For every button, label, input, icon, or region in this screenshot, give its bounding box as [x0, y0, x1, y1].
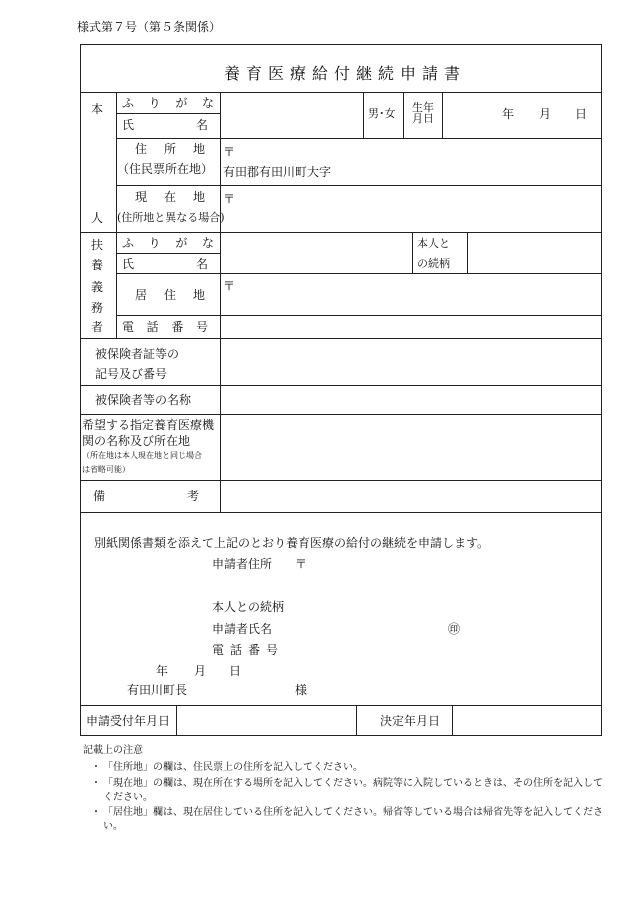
label-char: 番 — [171, 320, 184, 334]
institution-label-1: 希望する指定養育医療機 — [82, 418, 215, 432]
current-field[interactable] — [221, 186, 601, 231]
section-fuyo-char: 扶 — [91, 238, 104, 252]
label-char: 地 — [192, 142, 205, 156]
rule — [116, 253, 220, 254]
form-number: 様式第７号（第５条関係） — [77, 20, 222, 34]
label-char: 話 — [229, 643, 242, 657]
section-fuyo-char: 養 — [91, 258, 104, 272]
current-label — [135, 191, 205, 203]
relation-field[interactable] — [468, 233, 601, 272]
address-label — [135, 143, 205, 155]
declaration-text: 別紙関係書類を添えて上記のとおり養育医療の給付の継続を申請します。 — [94, 536, 490, 550]
label-char: 備 — [93, 489, 106, 503]
applicant-relation-label: 本人との続柄 — [212, 600, 285, 614]
label-char: が — [175, 236, 188, 250]
insurance-name-label: 被保険者等の名称 — [95, 393, 192, 407]
honnin-name-field[interactable] — [221, 93, 362, 137]
notes-heading: 記載上の注意 — [83, 745, 143, 756]
label-char: な — [201, 236, 214, 250]
label-char: 住 — [135, 142, 148, 156]
remarks-field[interactable] — [221, 481, 601, 511]
fuyo-furigana-label — [122, 237, 214, 249]
date-day-unit: 日 — [229, 664, 242, 678]
institution-field[interactable] — [221, 415, 601, 479]
label-char: 所 — [163, 142, 176, 156]
received-date-field[interactable] — [177, 706, 355, 735]
honnin-furigana-label — [122, 97, 214, 109]
note-text: ください。 — [103, 792, 153, 803]
label-char: り — [148, 236, 161, 250]
section-honnin-char: 本 — [91, 102, 104, 116]
institution-label-2: 関の名称及び所在地 — [82, 434, 191, 448]
gender-select[interactable]: 男･女 — [368, 107, 396, 120]
institution-note-1: （所在地は本人現在地と同じ場合 — [82, 451, 202, 460]
label-char: 住 — [163, 288, 176, 302]
applicant-phone-label — [212, 644, 278, 656]
section-fuyo-char: 義 — [91, 280, 104, 294]
insurance-card-label-2: 記号及び番号 — [95, 367, 168, 381]
label-char: 居 — [135, 288, 148, 302]
label-char: 番 — [247, 643, 260, 657]
relation-label-2: の続柄 — [417, 257, 450, 270]
label-char: 地 — [192, 190, 205, 204]
birth-year-unit: 年 — [502, 107, 515, 121]
decision-date-field[interactable] — [453, 706, 601, 735]
birth-day-unit: 日 — [575, 107, 588, 121]
note-bullet: ・ — [91, 807, 101, 818]
insurance-name-field[interactable] — [221, 386, 601, 413]
institution-note-2: は省略可能） — [82, 465, 130, 474]
addressee: 有田川町長 — [127, 683, 188, 697]
note-text: 「住所地」の欄は、住民票上の住所を記入してください。 — [103, 762, 363, 773]
section-honnin-char: 人 — [91, 211, 104, 225]
date-month-unit: 月 — [194, 664, 207, 678]
label-char: 話 — [146, 320, 159, 334]
section-fuyo-char: 務 — [91, 301, 104, 315]
applicant-postal-mark: 〒 — [295, 557, 308, 571]
fuyo-name-label — [122, 258, 208, 270]
relation-label-1: 本人と — [417, 237, 450, 250]
decision-date-label: 決定年月日 — [380, 714, 441, 728]
fuyo-name-field[interactable] — [221, 233, 411, 272]
insurance-card-field[interactable] — [221, 339, 601, 384]
note-bullet: ・ — [91, 778, 101, 789]
form-title: 養育医療給付継続申請書 — [224, 64, 467, 83]
label-char: ふ — [122, 96, 135, 110]
birth-label-1: 生年 — [412, 101, 434, 114]
date-year-unit: 年 — [156, 664, 169, 678]
note-text: 「居住地」欄は、現在居住している住所を記入してください。帰省等している場合は帰省先等を記入してくださ — [103, 807, 603, 818]
label-char: 電 — [122, 320, 135, 334]
note-text: 「現在地」の欄は、現在所在する場所を記入してください。病院等に入院しているときは、その住所を記入して — [103, 778, 603, 789]
rule — [80, 512, 602, 513]
label-char: 号 — [195, 320, 208, 334]
label-char: 氏 — [122, 118, 135, 132]
note-text: い。 — [103, 821, 123, 832]
address-value: 有田郡有田川町大字 — [223, 165, 332, 179]
label-char: 地 — [192, 288, 205, 302]
residence-postal-mark: 〒 — [223, 279, 236, 293]
label-char: 電 — [212, 643, 225, 657]
label-char: り — [148, 96, 161, 110]
note-bullet: ・ — [91, 762, 101, 773]
applicant-name-field[interactable] — [290, 618, 440, 636]
address-sublabel: （住民票所在地） — [117, 162, 214, 176]
seal-mark: ㊞ — [448, 622, 461, 636]
label-char: 名 — [195, 257, 208, 271]
label-char: 名 — [195, 118, 208, 132]
rule — [116, 113, 220, 114]
rule — [403, 92, 404, 138]
rule — [356, 705, 357, 736]
received-date-label: 申請受付年月日 — [86, 714, 171, 728]
current-postal-mark: 〒 — [223, 192, 236, 206]
postal-mark: 〒 — [223, 145, 236, 159]
phone-field[interactable] — [221, 316, 601, 337]
birth-month-unit: 月 — [539, 107, 552, 121]
label-char: ふ — [122, 236, 135, 250]
current-sublabel: (住所地と異なる場合) — [117, 211, 225, 224]
section-fuyo-char: 者 — [91, 320, 104, 334]
applicant-address-label: 申請者住所 — [212, 557, 273, 571]
insurance-card-label-1: 被保険者証等の — [95, 347, 180, 361]
label-char: が — [175, 96, 188, 110]
label-char: 氏 — [122, 257, 135, 271]
honnin-name-label — [122, 119, 208, 131]
applicant-phone-field[interactable] — [290, 640, 560, 658]
rule — [363, 92, 364, 138]
phone-label — [122, 321, 208, 333]
applicant-name-label: 申請者氏名 — [212, 622, 273, 636]
residence-field[interactable] — [221, 274, 601, 314]
remarks-label — [93, 490, 199, 502]
label-char: 在 — [163, 190, 176, 204]
label-char: 考 — [186, 489, 199, 503]
addressee-honorific: 様 — [295, 683, 308, 697]
label-char: 現 — [135, 190, 148, 204]
label-char: 号 — [265, 643, 278, 657]
applicant-relation-field[interactable] — [290, 596, 560, 614]
birth-label-2: 月日 — [412, 112, 434, 125]
label-char: な — [201, 96, 214, 110]
applicant-address-field[interactable] — [310, 552, 580, 592]
rule — [412, 232, 413, 273]
residence-label — [135, 289, 205, 301]
